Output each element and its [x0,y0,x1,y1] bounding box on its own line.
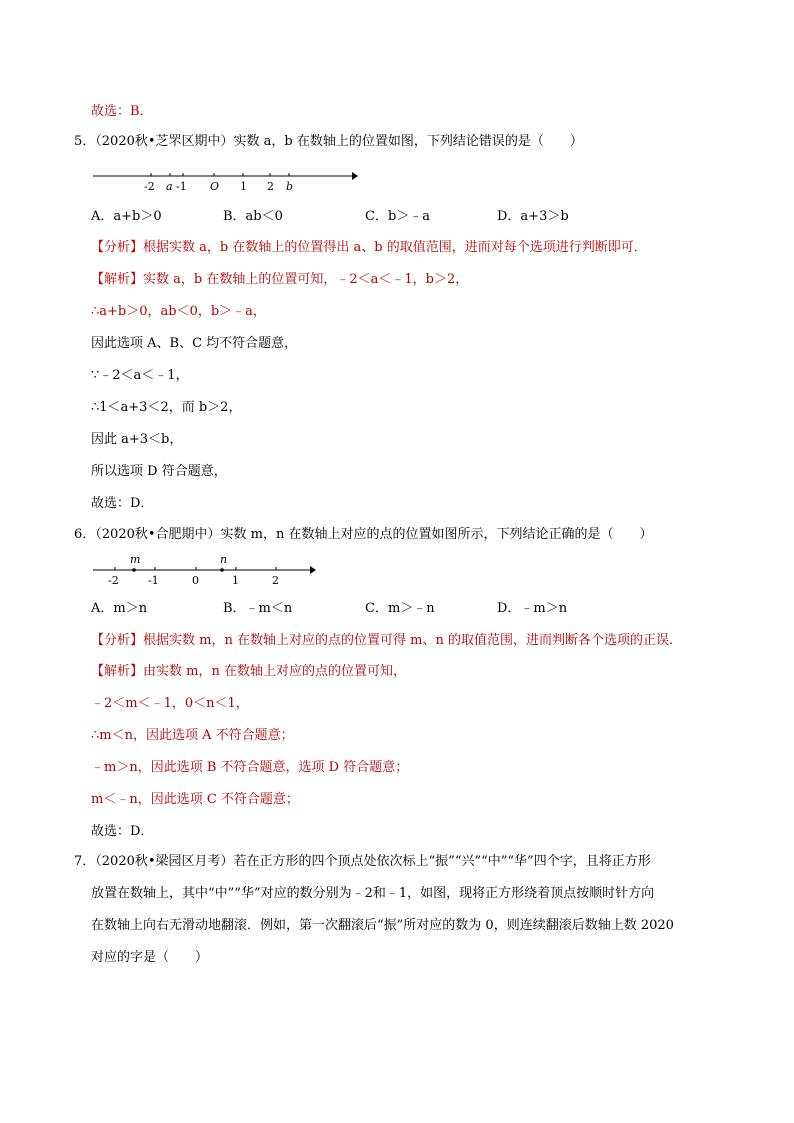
solution-tag: 【解析】 [91,664,144,679]
q6-solution-line: ∴m＜n，因此选项 A 不符合题意； [91,728,294,743]
q7-stem-line: 在数轴上向右无滑动地翻滚．例如，第一次翻滚后“振”所对应的数为 0，则连续翻滚后数轴上数 2020 [91,918,674,933]
q4-final-answer: 故选：B． [91,104,153,119]
analysis-tag: 【分析】 [91,240,144,255]
q5-solution-line: 因此选项 A、B、C 均不符合题意， [91,336,298,351]
q6-point-n [220,568,224,572]
q6-tick-label: 2 [272,574,279,587]
q5-number-line [90,166,360,196]
q5-analysis [91,238,647,258]
q6-analysis-text: 根据实数 m，n 在数轴上对应的点的位置可得 m、n 的取值范围，进而判断各个选项的正误． [143,633,682,648]
q5-option-c: C．b＞﹣a [365,209,431,224]
q6-point-m [132,568,136,572]
q5-final-answer: 故选：D． [91,496,154,511]
q5-analysis-text: 根据实数 a，b 在数轴上的位置得出 a、b 的取值范围，进而对每个选项进行判断即可． [143,240,647,255]
q5-option-b: B．ab＜0 [223,209,283,224]
q5-option-a: A．a+b＞0 [91,209,162,224]
q6-solution-line: ﹣m＞n，因此选项 B 不符合题意，选项 D 符合题意； [91,760,409,775]
q5-point-b-label: b [286,180,294,193]
q6-analysis [91,631,682,651]
analysis-tag: 【分析】 [91,633,144,648]
q7-stem-line: 7．（2020秋•梁园区月考）若在正方形的四个顶点处依次标上“振”“兴”“中”“华”四个字，且将正方形 [74,854,651,869]
q5-solution-line: ∴a+b＞0，ab＜0，b＞﹣a， [91,304,266,319]
q6-solution-line [91,662,406,682]
q5-solution-line [91,270,468,290]
q5-origin-label: O [210,180,220,193]
q6-number-line [90,552,322,588]
q6-solution-text: 由实数 m，n 在数轴上对应的点的位置可知， [143,664,406,679]
q5-solution-line: 所以选项 D 符合题意， [91,464,227,479]
q6-point-n-label: n [220,553,228,566]
q7-stem-line: 对应的字是（ ） [91,950,209,965]
q6-tick-label: -2 [108,574,119,587]
q6-option-c: C．m＞﹣n [365,601,435,616]
q6-final-answer: 故选：D． [91,824,154,839]
q5-solution-line: ∴1＜a+3＜2，而 b＞2， [91,400,242,415]
q6-solution-line: m＜﹣n，因此选项 C 不符合题意； [91,792,299,807]
q5-solution-line: ∵﹣2＜a＜﹣1， [91,368,189,383]
solution-tag: 【解析】 [91,272,144,287]
q6-solution-line: ﹣2＜m＜﹣1，0＜n＜1， [91,696,249,711]
q5-solution-text: 实数 a，b 在数轴上的位置可知，﹣2＜a＜﹣1，b＞2， [143,272,469,287]
q5-tick-label: 1 [240,180,247,193]
q5-option-d: D．a+3＞b [497,209,569,224]
q5-stem: 5．（2020秋•芝罘区期中）实数 a，b 在数轴上的位置如图，下列结论错误的是（ ） [74,134,583,149]
q6-option-d: D．﹣m＞n [497,601,568,616]
q5-tick-label: -1 [176,180,187,193]
q6-tick-label: 1 [232,574,239,587]
q6-point-m-label: m [130,553,141,566]
q5-solution-line: 因此 a+3＜b， [91,432,183,447]
q6-tick-label: 0 [192,574,199,587]
q6-stem: 6．（2020秋•合肥期中）实数 m，n 在数轴上对应的点的位置如图所示，下列结论正确的是（ ） [74,527,653,542]
q6-tick-label: -1 [148,574,159,587]
q5-tick-label: 2 [267,180,274,193]
q5-point-a-label: a [166,180,173,193]
q7-stem-line: 放置在数轴上，其中“中”“华”对应的数分别为﹣2和﹣1，如图，现将正方形绕着顶点按顺时针方向 [91,886,655,901]
q6-option-a: A．m＞n [91,601,148,616]
q5-tick-label: -2 [144,180,155,193]
q6-option-b: B．﹣m＜n [223,601,293,616]
